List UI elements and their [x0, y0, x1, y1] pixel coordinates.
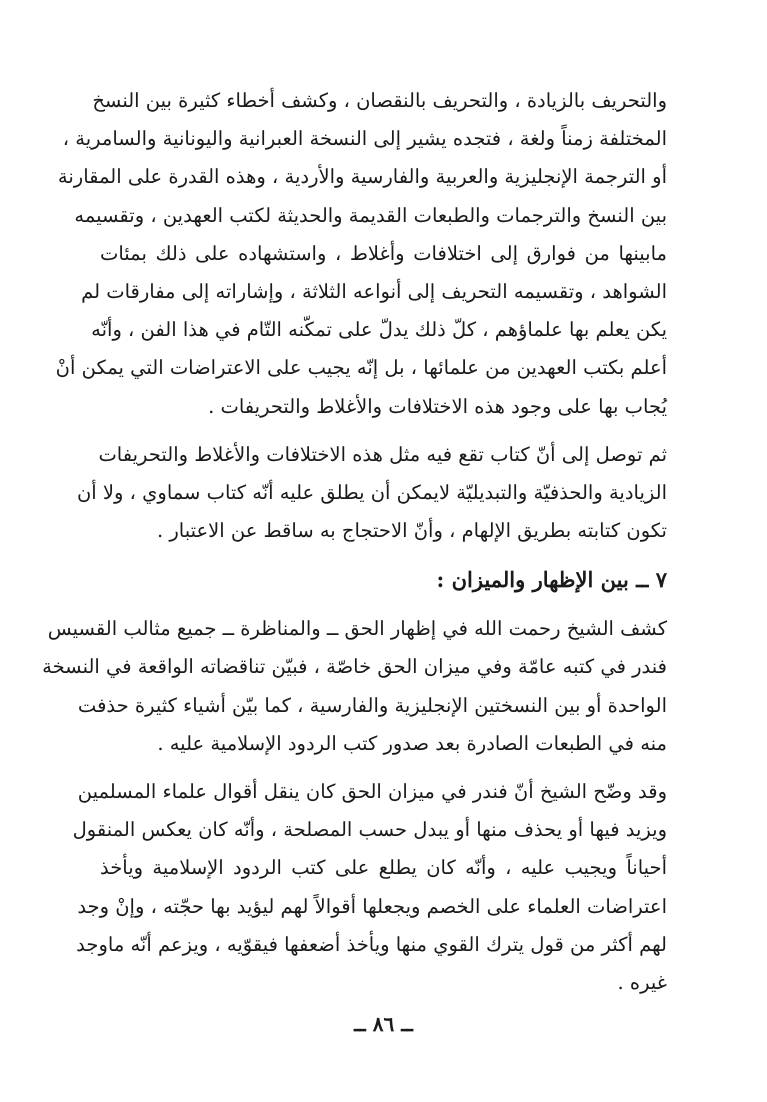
text-line: كشف الشيخ رحمت الله في إظهار الحق ــ والمناظرة ــ جميع مثالب القسيس — [47, 617, 667, 641]
text-line: أحياناً ويجيب عليه ، وأنّه كان يطلع على كتب الردود الإسلامية ويأخذ — [100, 856, 667, 880]
text-line: وقد وضّح الشيخ أنّ فندر في ميزان الحق كان ينقل أقوال علماء المسلمين — [77, 780, 667, 803]
text-line: الواحدة أو بين النسختين الإنجليزية والفارسية ، كما بيّن أشياء كثيرة حذفت — [77, 693, 667, 717]
text-line: منه في الطبعات الصادرة بعد صدور كتب الردود الإسلامية عليه . — [157, 731, 667, 755]
text-line: المختلفة زمناً ولغة ، فتجده يشير إلى النسخة العبرانية واليونانية والسامرية ، — [62, 127, 667, 151]
text-line: أو الترجمة الإنجليزية والعربية والفارسية والأردية ، وهذه القدرة على المقارنة — [57, 165, 667, 189]
section-heading: ٧ ــ بين الإظهار والميزان : — [436, 567, 667, 593]
text-line: يكن يعلم بها علماؤهم ، كلّ ذلك يدلّ على تمكّنه التّام في هذا الفن ، وأنّه — [91, 318, 667, 342]
text-line: الشواهد ، وتقسيمه التحريف إلى أنواعه الثلاثة ، وإشاراته إلى مفارقات لم — [81, 279, 667, 303]
paragraph-3 — [42, 610, 667, 763]
text-line: غيره . — [617, 970, 667, 994]
text-line: أعلم بكتب العهدين من علمائها ، بل إنّه يجيب على الاعتراضات التي يمكن أنْ — [55, 356, 667, 380]
text-line: يُجاب بها على وجود هذه الاختلافات والأغلاط والتحريفات . — [208, 394, 667, 418]
text-line: فندر في كتبه عامّة وفي ميزان الحق خاصّة ، فبيّن تناقضاته الواقعة في النسخة — [42, 655, 667, 679]
text-line: والتحريف بالزيادة ، والتحريف بالنقصان ، وكشف أخطاء كثيرة بين النسخ — [92, 89, 667, 112]
paragraph-spacer — [100, 550, 667, 560]
text-line: بين النسخ والترجمات والطبعات القديمة والحديثة لكتب العهدين ، وتقسيمه — [74, 203, 667, 227]
text-line: لهم أكثر من قول يترك القوي منها ويأخذ أضعفها فيقوّيه ، ويزعم أنّه ماوجد — [76, 932, 667, 956]
text-line: تكون كتابته بطريق الإلهام ، وأنّ الاحتجاج به ساقط عن الاعتبار . — [156, 519, 667, 543]
paragraph-spacer — [100, 600, 667, 610]
paragraph-2 — [76, 436, 667, 551]
body-text — [42, 82, 667, 1002]
text-line: ثم توصل إلى أنّ كتاب تقع فيه مثل هذه الاختلافات والأغلاط والتحريفات — [98, 442, 667, 466]
text-line: مابينها من فوارق إلى اختلافات وأغلاط ، واستشهاده على ذلك بمئات — [100, 241, 667, 265]
text-line: الزيادية والحذفيّة والتبديليّة لايمكن أن يطلق عليه أنّه كتاب سماوي ، ولا أن — [76, 480, 667, 504]
paragraph-spacer — [100, 763, 667, 773]
paragraph-spacer — [100, 426, 667, 436]
paragraph-1 — [55, 82, 667, 426]
text-line: اعتراضات العلماء على الخصم ويجعلها أقوالاً لهم ليؤيد بها حجّته ، وإنْ وجد — [77, 894, 667, 918]
paragraph-4 — [72, 773, 667, 1002]
page-number: ــ ٨٦ ــ — [354, 1012, 413, 1036]
text-line: ويزيد فيها أو يحذف منها أو يبدل حسب المصلحة ، وأنّه كان يعكس المنقول — [72, 818, 667, 842]
